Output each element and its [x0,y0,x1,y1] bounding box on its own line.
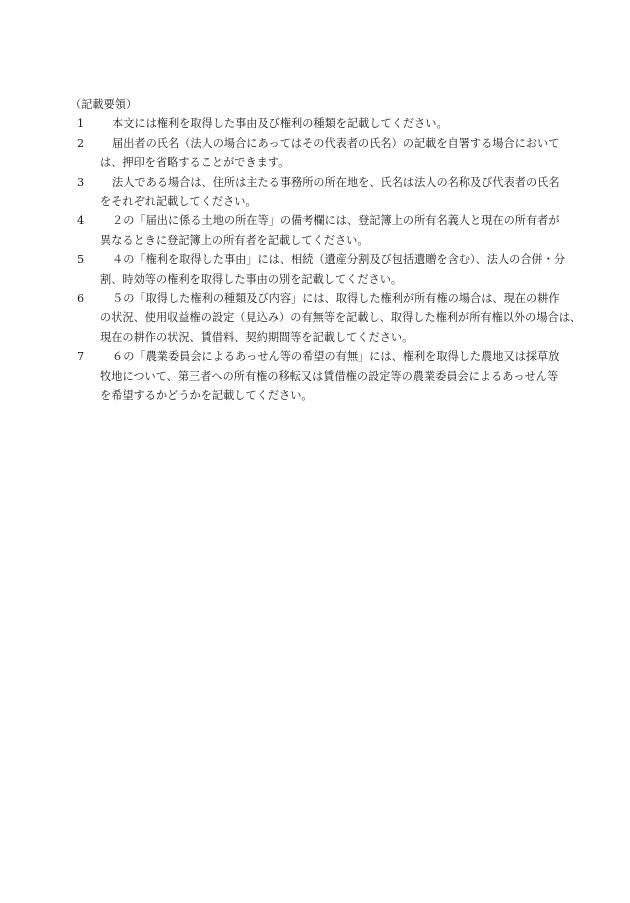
instruction-item [70,289,585,347]
instructions-section [70,95,585,406]
item-text-line: ４の「権利を取得した事由」には、相続（遺産分割及び包括遺贈を含む）、法人の合併・分 [112,253,566,267]
item-text [100,134,585,173]
item-text-line: 届出者の氏名（法人の場合にあってはその代表者の氏名）の記載を自署する場合において [112,136,560,150]
instruction-list [70,114,585,405]
instruction-item [70,134,585,173]
instruction-item [70,173,585,212]
section-heading: （記載要領） [70,98,138,111]
instruction-item [70,114,585,133]
item-text-line: 法人である場合は、住所は主たる事務所の所在地を、氏名は法人の名称及び代表者の氏名 [112,175,560,189]
item-text [100,211,585,250]
instruction-item [70,250,585,289]
item-text [100,347,585,405]
item-number: 7 [77,350,85,364]
item-number: 4 [77,214,85,228]
item-text-line: ２の「届出に係る土地の所在等」の備考欄には、登記簿上の所有名義人と現在の所有者が [112,214,560,228]
item-number: 5 [77,253,85,267]
item-text [100,250,585,289]
instruction-item [70,347,585,405]
item-text-line: 割、時効等の権利を取得した事由の別を記載してください。 [100,272,403,286]
item-text-line: 本文には権利を取得した事由及び権利の種類を記載してください。 [112,117,448,131]
instruction-item [70,211,585,250]
item-text [100,289,585,347]
item-text-line: を希望するかどうかを記載してください。 [100,389,313,403]
item-text [100,114,585,133]
item-number: 2 [77,136,85,150]
item-number: 1 [77,117,85,131]
item-text-line: 現在の耕作の状況、賃借料、契約期間等を記載してください。 [100,330,414,344]
item-text-line: ６の「農業委員会によるあっせん等の希望の有無」には、権利を取得した農地又は採草放 [112,350,560,364]
item-number: 6 [77,292,85,306]
item-text [100,173,585,212]
item-text-line: ５の「取得した権利の種類及び内容」には、取得した権利が所有権の場合は、現在の耕作 [112,292,560,306]
item-number: 3 [77,175,85,189]
item-text-line: 牧地について、第三者への所有権の移転又は賃借権の設定等の農業委員会によるあっせん等 [100,369,559,383]
item-text-line: の状況、使用収益権の設定（見込み）の有無等を記載し、取得した権利が所有権以外の場合は、 [100,311,582,325]
item-text-line: は、押印を省略することができます。 [100,156,290,170]
item-text-line: 異なるときに登記簿上の所有者を記載してください。 [100,233,369,247]
item-text-line: をそれぞれ記載してください。 [100,195,257,209]
